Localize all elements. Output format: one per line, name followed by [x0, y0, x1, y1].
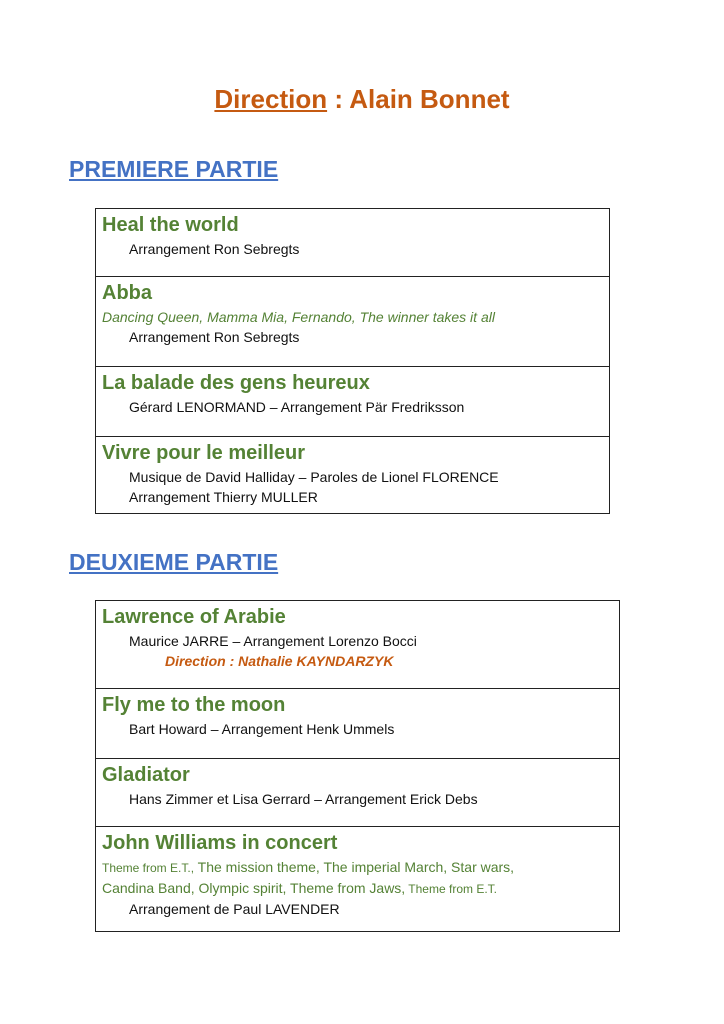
piece-fly-me-to-the-moon [96, 689, 619, 759]
piece-credit: Arrangement Ron Sebregts [129, 329, 300, 345]
piece-credit: Maurice JARRE – Arrangement Lorenzo Bocci [129, 633, 417, 649]
direction-separator: : [327, 84, 350, 114]
piece-credit: Hans Zimmer et Lisa Gerrard – Arrangement Erick Debs [129, 791, 478, 807]
director-name: Alain Bonnet [349, 84, 510, 114]
piece-title: La balade des gens heureux [102, 372, 370, 394]
piece-title: Vivre pour le meilleur [102, 442, 306, 464]
piece-credit: Gérard LENORMAND – Arrangement Pär Fredriksson [129, 399, 465, 415]
piece-title: Lawrence of Arabie [102, 606, 286, 628]
piece-credit: Bart Howard – Arrangement Henk Ummels [129, 721, 395, 737]
section-title-part1: PREMIERE PARTIE [69, 156, 279, 182]
medley-items: The mission theme, The imperial March, Star wars, [194, 859, 515, 875]
piece-vivre-pour-le-meilleur [96, 437, 609, 513]
piece-credit: Arrangement de Paul LAVENDER [129, 901, 340, 917]
piece-medley-list: Dancing Queen, Mamma Mia, Fernando, The winner takes it all [102, 309, 495, 325]
piece-title: Fly me to the moon [102, 694, 286, 716]
guest-direction: Direction : Nathalie KAYNDARZYK [165, 653, 394, 669]
piece-john-williams [96, 827, 619, 931]
medley-item: Theme from E.T. [405, 882, 497, 896]
piece-credit: Musique de David Halliday – Paroles de Lionel FLORENCE [129, 469, 499, 485]
piece-medley-list-line1 [102, 857, 619, 878]
piece-abba [96, 277, 609, 367]
piece-credit: Arrangement Ron Sebregts [129, 241, 300, 257]
piece-title: John Williams in concert [102, 832, 338, 854]
section-title-part2: DEUXIEME PARTIE [69, 549, 279, 575]
piece-arrangement: Arrangement Thierry MULLER [129, 489, 318, 505]
piece-la-balade [96, 367, 609, 437]
program-box-part2 [95, 600, 620, 932]
piece-title: Abba [102, 282, 152, 304]
program-box-part1 [95, 208, 610, 514]
piece-heal-the-world [96, 209, 609, 277]
piece-gladiator [96, 759, 619, 827]
piece-lawrence-of-arabie [96, 601, 619, 689]
medley-items: Candina Band, Olympic spirit, Theme from Jaws, [102, 880, 406, 896]
piece-title: Gladiator [102, 764, 190, 786]
piece-medley-list-line2 [102, 878, 619, 899]
direction-label: Direction [214, 84, 328, 114]
medley-item: Theme from E.T., [102, 861, 195, 875]
page-title [0, 84, 724, 115]
piece-title: Heal the world [102, 214, 239, 236]
